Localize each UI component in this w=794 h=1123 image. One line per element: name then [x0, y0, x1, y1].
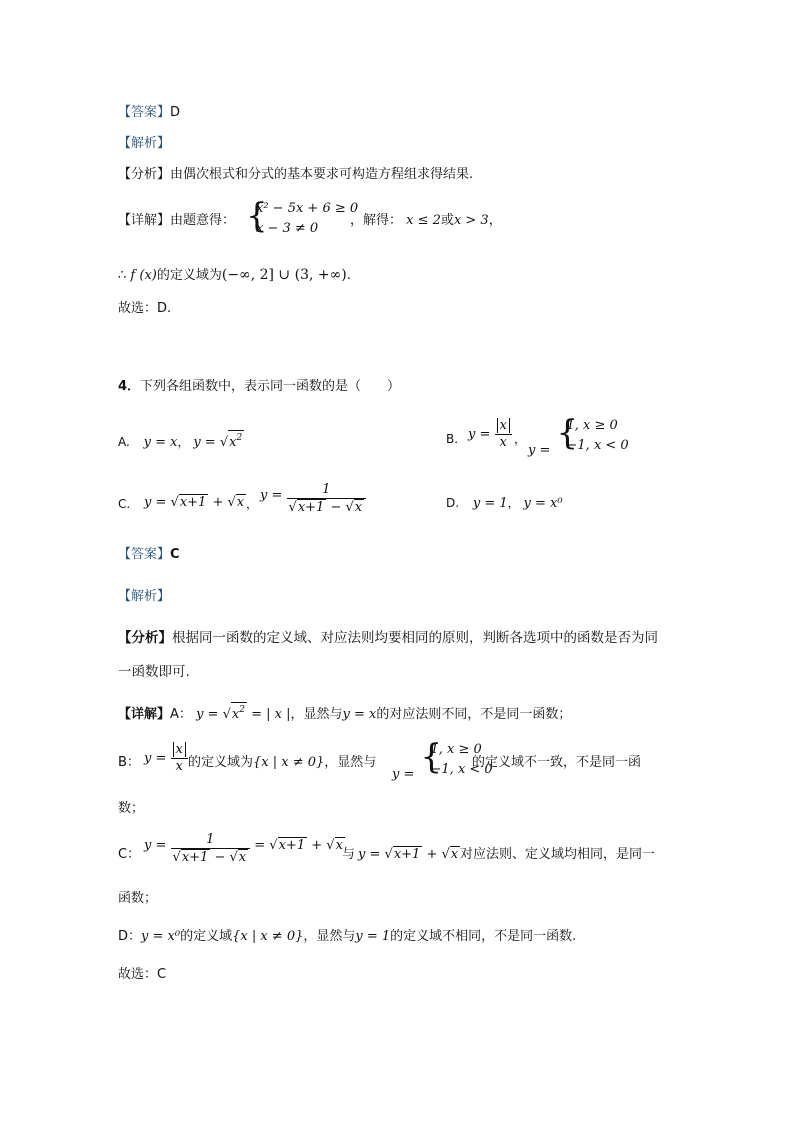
detail-b-formula: y = $\frac{x}{x}$	[144, 742, 188, 775]
answer-value: D	[170, 105, 181, 120]
option-d-f2: y = x⁰	[523, 496, 563, 511]
q4-guxuan: 故选：C	[118, 967, 167, 982]
system-row-2: x − 3 ≠ 0	[256, 221, 319, 236]
fenxi-tag: 【分析】	[118, 167, 171, 182]
detail-b-lead: B：	[118, 755, 140, 770]
q3-jiexi-tag: 【解析】	[118, 136, 171, 151]
domain-math: (−∞, 2] ∪ (3, +∞)	[221, 267, 347, 283]
detail-a-formula: $y = √x^2$ = | x |	[196, 707, 290, 722]
option-a-label: A.	[118, 435, 130, 449]
answer-value: C	[170, 547, 180, 562]
inequality-system	[246, 196, 359, 239]
jiede-text: ，解得：	[350, 213, 403, 228]
option-a-f2: $y = √x^2$	[193, 435, 244, 450]
detail-a-line	[118, 702, 571, 724]
detail-a-lead: A：	[170, 707, 192, 722]
question-number: 4．	[118, 379, 141, 394]
fenxi-text: 由偶次根式和分式的基本要求可构造方程组求得结果.	[170, 167, 474, 182]
option-b-f1: y = $\frac{x}{x}$	[468, 418, 512, 451]
xiangjie-lead: 由题意得：	[170, 213, 236, 228]
function-fx: f (x)	[130, 268, 157, 283]
detail-c-formula: y = $\frac{1}{√x+1 - √x}$ = √x+1 + √x	[144, 832, 343, 865]
detail-a-end: 的对应法则不同，不是同一函数；	[376, 707, 572, 722]
detail-d-lead: D：	[118, 929, 142, 944]
solution-end: ，	[488, 213, 502, 228]
q4-jiexi-tag: 【解析】	[118, 589, 171, 604]
q3-guxuan: 故选：D.	[118, 301, 172, 316]
xiangjie-tag: 【详解】	[118, 707, 171, 722]
option-c-f1: y = √x+1 + √x	[144, 495, 245, 510]
option-c-f2: y = $\frac{1}{√x+1 - √x}$	[260, 482, 366, 516]
detail-a-yx: y = x	[342, 707, 377, 722]
detail-d-dom: 的定义域	[180, 929, 233, 944]
detail-d-y1: y = 1	[355, 929, 391, 944]
fenxi-line1: 根据同一函数的定义域、对应法则均要相同的原则，判断各选项中的函数是否为同	[172, 630, 658, 646]
detail-c-end: 对应法则、定义域均相同，是同一	[460, 847, 656, 862]
detail-c-mid: 与	[342, 847, 356, 862]
answer-tag: 【答案】	[118, 105, 171, 120]
solution-2: x > 3	[453, 213, 489, 228]
option-b-f2: y = { 1, x ≥ 0 −1, x < 0	[528, 413, 629, 458]
fenxi-tag: 【分析】	[118, 630, 172, 646]
detail-b-cont: 数；	[118, 801, 145, 816]
answer-tag: 【答案】	[118, 547, 171, 562]
detail-b-dom: 的定义域为	[188, 755, 254, 770]
left-brace-icon: {	[246, 196, 268, 236]
q3-fenxi-line	[118, 166, 473, 184]
left-brace-icon: {	[420, 737, 443, 777]
option-c-label: C.	[118, 497, 131, 511]
xiangjie-tag: 【详解】	[118, 213, 171, 228]
detail-b-piecewise: y = { 1, x ≥ 0 −1, x < 0	[392, 737, 493, 782]
option-a: A. y = x， $y = √x^2$	[118, 430, 244, 452]
detail-b-mid: ，显然与	[324, 755, 377, 770]
solution-1: x ≤ 2	[406, 213, 441, 228]
therefore-symbol: ∴	[118, 268, 127, 283]
detail-c-lead: C：	[118, 847, 141, 862]
detail-d-set: {x | x ≠ 0}	[232, 929, 304, 944]
detail-b-set: {x | x ≠ 0}	[253, 755, 325, 770]
option-b-label: B.	[446, 432, 459, 446]
detail-b-end: 的定义域不一致，不是同一函	[472, 755, 642, 770]
q4-fenxi-line2: 一函数即可.	[118, 664, 190, 680]
period: .	[346, 268, 351, 283]
option-d-label: D.	[446, 496, 460, 510]
left-brace-icon: {	[556, 413, 579, 453]
detail-c-cont: 函数；	[118, 891, 158, 906]
q3-answer-line	[118, 104, 180, 122]
huo-text: 或	[440, 213, 454, 228]
q3-domain-line	[118, 266, 351, 285]
domain-text: 的定义域为	[156, 268, 222, 283]
option-d: D. y = 1， y = x⁰	[446, 496, 563, 511]
detail-d-formula: y = x⁰	[141, 929, 181, 944]
detail-a-mid: ，显然与	[290, 707, 343, 722]
q4-stem-line	[118, 378, 400, 396]
detail-c-formula2: y = √x+1 + √x	[358, 847, 459, 862]
detail-d-mid: ，显然与	[303, 929, 356, 944]
detail-d-end: 的定义域不相同，不是同一函数.	[390, 929, 577, 944]
system-row-1: x² − 5x + 6 ≥ 0	[256, 201, 359, 216]
q4-answer-line	[118, 546, 180, 564]
option-a-f1: y = x	[143, 435, 178, 450]
question-stem: 下列各组函数中，表示同一函数的是（ ）	[140, 379, 401, 394]
option-d-f1: y = 1	[472, 496, 508, 511]
piecewise: { 1, x ≥ 0 −1, x < 0	[556, 413, 629, 453]
detail-d-line	[118, 928, 576, 946]
q4-fenxi-line1	[118, 629, 658, 647]
